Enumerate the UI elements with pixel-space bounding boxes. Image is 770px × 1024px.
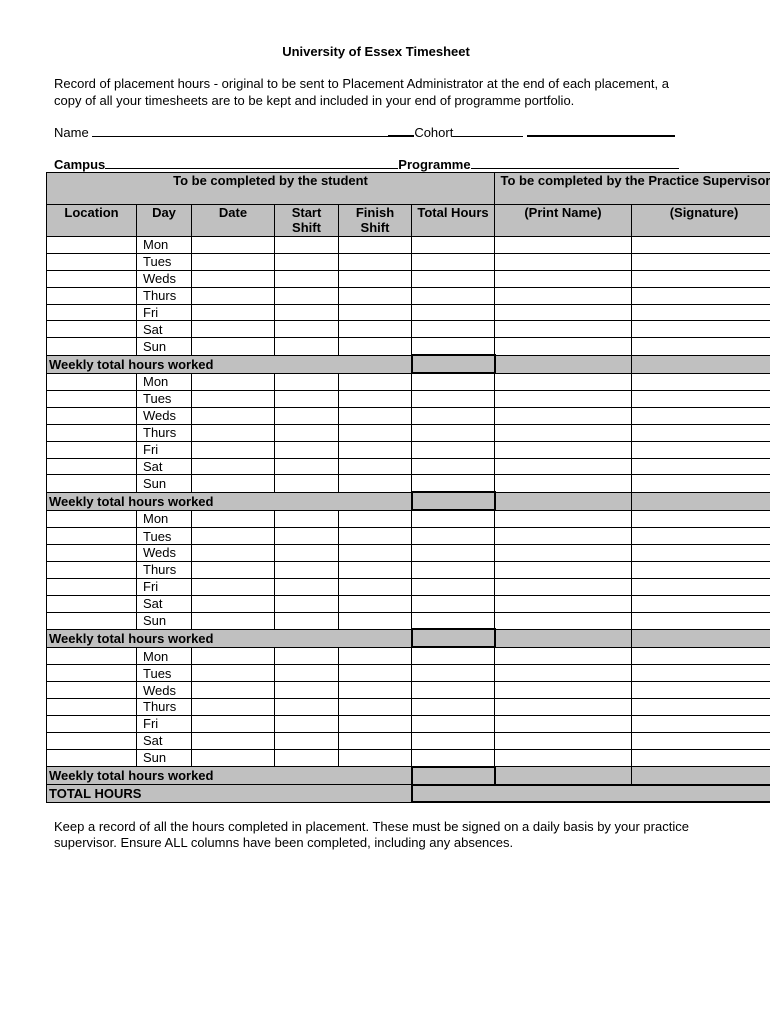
location-cell[interactable] (47, 373, 137, 390)
day-row (47, 391, 770, 408)
date-cell[interactable] (192, 424, 275, 441)
date-cell[interactable] (192, 287, 275, 304)
signature-cell[interactable] (632, 732, 770, 749)
campus-field[interactable] (105, 157, 398, 169)
total-hours-cell[interactable] (412, 595, 495, 612)
weekly-total-print-name (495, 492, 632, 510)
day-cell: Thurs (137, 699, 192, 716)
signature-cell[interactable] (632, 237, 770, 254)
day-cell: Thurs (137, 561, 192, 578)
start-shift-cell[interactable] (275, 665, 339, 682)
date-cell[interactable] (192, 612, 275, 629)
total-hours-cell[interactable] (412, 715, 495, 732)
signature-cell[interactable] (632, 612, 770, 629)
day-row (47, 528, 770, 545)
day-row (47, 545, 770, 562)
day-cell: Weds (137, 682, 192, 699)
day-row (47, 237, 770, 254)
weekly-total-row (47, 355, 770, 373)
print-name-cell[interactable] (495, 287, 632, 304)
day-cell: Sun (137, 338, 192, 355)
start-shift-cell[interactable] (275, 321, 339, 338)
location-cell[interactable] (47, 612, 137, 629)
weekly-total-value[interactable] (412, 767, 495, 785)
day-row (47, 561, 770, 578)
day-cell: Fri (137, 441, 192, 458)
finish-shift-cell[interactable] (339, 338, 412, 355)
date-cell[interactable] (192, 647, 275, 664)
signature-cell[interactable] (632, 528, 770, 545)
intro-text: Record of placement hours - original to be sent to Placement Administrator at the end of each placement, a copy of all your timesheets are to be kept and included in your end of programme portfolio. (54, 76, 669, 108)
total-hours-cell[interactable] (412, 561, 495, 578)
print-name-cell[interactable] (495, 647, 632, 664)
start-shift-cell[interactable] (275, 424, 339, 441)
day-row (47, 612, 770, 629)
timesheet-table (46, 172, 770, 803)
start-shift-cell[interactable] (275, 237, 339, 254)
signature-cell[interactable] (632, 665, 770, 682)
total-hours-cell[interactable] (412, 458, 495, 475)
signature-cell[interactable] (632, 391, 770, 408)
total-hours-cell[interactable] (412, 424, 495, 441)
finish-shift-cell[interactable] (339, 475, 412, 492)
total-hours-cell[interactable] (412, 270, 495, 287)
total-hours-cell[interactable] (412, 510, 495, 527)
finish-shift-cell[interactable] (339, 321, 412, 338)
signature-cell[interactable] (632, 510, 770, 527)
total-hours-cell[interactable] (412, 647, 495, 664)
total-hours-cell[interactable] (412, 665, 495, 682)
weekly-total-value[interactable] (412, 629, 495, 647)
weekly-total-value[interactable] (412, 492, 495, 510)
weekly-total-signature (632, 629, 770, 647)
location-cell[interactable] (47, 475, 137, 492)
day-cell: Sun (137, 612, 192, 629)
day-row (47, 715, 770, 732)
signature-cell[interactable] (632, 270, 770, 287)
location-cell[interactable] (47, 304, 137, 321)
col-start-shift: Start Shift (275, 205, 339, 237)
location-cell[interactable] (47, 321, 137, 338)
signature-cell[interactable] (632, 578, 770, 595)
col-location: Location (47, 205, 137, 237)
print-name-cell[interactable] (495, 391, 632, 408)
signature-cell[interactable] (632, 338, 770, 355)
finish-shift-cell[interactable] (339, 287, 412, 304)
date-cell[interactable] (192, 391, 275, 408)
signature-cell[interactable] (632, 749, 770, 766)
print-name-cell[interactable] (495, 407, 632, 424)
date-cell[interactable] (192, 732, 275, 749)
total-hours-cell[interactable] (412, 612, 495, 629)
total-hours-cell[interactable] (412, 237, 495, 254)
day-row (47, 749, 770, 766)
total-hours-cell[interactable] (412, 321, 495, 338)
location-cell[interactable] (47, 270, 137, 287)
signature-cell[interactable] (632, 699, 770, 716)
print-name-cell[interactable] (495, 338, 632, 355)
print-name-cell[interactable] (495, 237, 632, 254)
location-cell[interactable] (47, 287, 137, 304)
print-name-cell[interactable] (495, 424, 632, 441)
start-shift-cell[interactable] (275, 612, 339, 629)
signature-cell[interactable] (632, 458, 770, 475)
finish-shift-cell[interactable] (339, 373, 412, 390)
finish-shift-cell[interactable] (339, 237, 412, 254)
day-row (47, 699, 770, 716)
date-cell[interactable] (192, 561, 275, 578)
location-cell[interactable] (47, 528, 137, 545)
total-hours-cell[interactable] (412, 441, 495, 458)
day-cell: Sat (137, 595, 192, 612)
day-cell: Fri (137, 304, 192, 321)
date-cell[interactable] (192, 407, 275, 424)
print-name-cell[interactable] (495, 253, 632, 270)
student-section-header: To be completed by the student (47, 173, 495, 205)
day-cell: Sun (137, 475, 192, 492)
start-shift-cell[interactable] (275, 732, 339, 749)
col-finish-shift: Finish Shift (339, 205, 412, 237)
date-cell[interactable] (192, 528, 275, 545)
start-shift-cell[interactable] (275, 545, 339, 562)
signature-cell[interactable] (632, 647, 770, 664)
total-hours-cell[interactable] (412, 682, 495, 699)
start-shift-cell[interactable] (275, 715, 339, 732)
signature-cell[interactable] (632, 715, 770, 732)
day-row (47, 665, 770, 682)
print-name-cell[interactable] (495, 270, 632, 287)
day-cell: Weds (137, 407, 192, 424)
signature-cell[interactable] (632, 475, 770, 492)
date-cell[interactable] (192, 665, 275, 682)
print-name-cell[interactable] (495, 715, 632, 732)
programme-field[interactable] (471, 157, 679, 169)
day-row (47, 647, 770, 664)
start-shift-cell[interactable] (275, 595, 339, 612)
date-cell[interactable] (192, 321, 275, 338)
date-cell[interactable] (192, 237, 275, 254)
start-shift-cell[interactable] (275, 458, 339, 475)
location-cell[interactable] (47, 647, 137, 664)
start-shift-cell[interactable] (275, 682, 339, 699)
print-name-cell[interactable] (495, 561, 632, 578)
print-name-cell[interactable] (495, 321, 632, 338)
weekly-total-label: Weekly total hours worked (47, 629, 412, 647)
location-cell[interactable] (47, 458, 137, 475)
signature-cell[interactable] (632, 424, 770, 441)
date-cell[interactable] (192, 578, 275, 595)
weekly-total-signature (632, 767, 770, 785)
day-row (47, 304, 770, 321)
print-name-cell[interactable] (495, 373, 632, 390)
col-date: Date (192, 205, 275, 237)
location-cell[interactable] (47, 407, 137, 424)
total-hours-cell[interactable] (412, 699, 495, 716)
day-cell: Thurs (137, 424, 192, 441)
location-cell[interactable] (47, 253, 137, 270)
total-hours-cell[interactable] (412, 338, 495, 355)
print-name-cell[interactable] (495, 749, 632, 766)
finish-shift-cell[interactable] (339, 407, 412, 424)
finish-shift-cell[interactable] (339, 561, 412, 578)
day-row (47, 510, 770, 527)
location-cell[interactable] (47, 578, 137, 595)
start-shift-cell[interactable] (275, 270, 339, 287)
date-cell[interactable] (192, 475, 275, 492)
name-field[interactable] (92, 125, 388, 137)
day-cell: Mon (137, 510, 192, 527)
finish-shift-cell[interactable] (339, 612, 412, 629)
date-cell[interactable] (192, 595, 275, 612)
finish-shift-cell[interactable] (339, 304, 412, 321)
signature-cell[interactable] (632, 441, 770, 458)
total-hours-cell[interactable] (412, 545, 495, 562)
start-shift-cell[interactable] (275, 510, 339, 527)
date-cell[interactable] (192, 510, 275, 527)
weekly-total-row (47, 767, 770, 785)
finish-shift-cell[interactable] (339, 441, 412, 458)
finish-shift-cell[interactable] (339, 545, 412, 562)
signature-cell[interactable] (632, 321, 770, 338)
day-cell: Fri (137, 715, 192, 732)
total-hours-cell[interactable] (412, 407, 495, 424)
signature-cell[interactable] (632, 373, 770, 390)
print-name-cell[interactable] (495, 528, 632, 545)
start-shift-cell[interactable] (275, 561, 339, 578)
print-name-cell[interactable] (495, 732, 632, 749)
start-shift-cell[interactable] (275, 578, 339, 595)
date-cell[interactable] (192, 441, 275, 458)
start-shift-cell[interactable] (275, 338, 339, 355)
day-cell: Thurs (137, 287, 192, 304)
day-cell: Weds (137, 270, 192, 287)
location-cell[interactable] (47, 561, 137, 578)
print-name-cell[interactable] (495, 578, 632, 595)
finish-shift-cell[interactable] (339, 749, 412, 766)
finish-shift-cell[interactable] (339, 270, 412, 287)
day-cell: Mon (137, 373, 192, 390)
start-shift-cell[interactable] (275, 304, 339, 321)
date-cell[interactable] (192, 715, 275, 732)
finish-shift-cell[interactable] (339, 424, 412, 441)
day-row (47, 595, 770, 612)
signature-cell[interactable] (632, 595, 770, 612)
date-cell[interactable] (192, 545, 275, 562)
document-title: University of Essex Timesheet (282, 44, 470, 59)
finish-shift-cell[interactable] (339, 510, 412, 527)
start-shift-cell[interactable] (275, 647, 339, 664)
finish-shift-cell[interactable] (339, 528, 412, 545)
start-shift-cell[interactable] (275, 475, 339, 492)
start-shift-cell[interactable] (275, 287, 339, 304)
location-cell[interactable] (47, 424, 137, 441)
name-cohort-line (54, 124, 675, 140)
start-shift-cell[interactable] (275, 699, 339, 716)
location-cell[interactable] (47, 545, 137, 562)
day-cell: Tues (137, 665, 192, 682)
date-cell[interactable] (192, 749, 275, 766)
location-cell[interactable] (47, 732, 137, 749)
day-row (47, 475, 770, 492)
location-cell[interactable] (47, 510, 137, 527)
total-hours-cell[interactable] (412, 287, 495, 304)
signature-cell[interactable] (632, 304, 770, 321)
weekly-total-signature (632, 355, 770, 373)
location-cell[interactable] (47, 338, 137, 355)
total-hours-label: TOTAL HOURS (47, 785, 412, 803)
day-row (47, 338, 770, 355)
signature-cell[interactable] (632, 561, 770, 578)
day-row (47, 458, 770, 475)
finish-shift-cell[interactable] (339, 578, 412, 595)
finish-shift-cell[interactable] (339, 732, 412, 749)
campus-programme-line (54, 157, 679, 172)
day-cell: Mon (137, 647, 192, 664)
day-cell: Sat (137, 732, 192, 749)
location-cell[interactable] (47, 699, 137, 716)
weekly-total-signature (632, 492, 770, 510)
col-total-hours: Total Hours (412, 205, 495, 237)
finish-shift-cell[interactable] (339, 682, 412, 699)
location-cell[interactable] (47, 682, 137, 699)
finish-shift-cell[interactable] (339, 391, 412, 408)
location-cell[interactable] (47, 237, 137, 254)
day-row (47, 682, 770, 699)
total-hours-cell[interactable] (412, 475, 495, 492)
start-shift-cell[interactable] (275, 373, 339, 390)
weekly-total-row (47, 492, 770, 510)
total-hours-value[interactable] (412, 785, 770, 803)
day-row (47, 424, 770, 441)
start-shift-cell[interactable] (275, 407, 339, 424)
signature-cell[interactable] (632, 545, 770, 562)
date-cell[interactable] (192, 338, 275, 355)
weekly-total-print-name (495, 767, 632, 785)
print-name-cell[interactable] (495, 304, 632, 321)
location-cell[interactable] (47, 595, 137, 612)
date-cell[interactable] (192, 682, 275, 699)
day-cell: Mon (137, 237, 192, 254)
weekly-total-label: Weekly total hours worked (47, 767, 412, 785)
day-row (47, 321, 770, 338)
signature-cell[interactable] (632, 407, 770, 424)
day-row (47, 407, 770, 424)
print-name-cell[interactable] (495, 699, 632, 716)
day-cell: Weds (137, 545, 192, 562)
total-hours-cell[interactable] (412, 304, 495, 321)
finish-shift-cell[interactable] (339, 665, 412, 682)
date-cell[interactable] (192, 373, 275, 390)
date-cell[interactable] (192, 270, 275, 287)
footer-note: Keep a record of all the hours completed in placement. These must be signed on a daily basis by your practice supervisor. Ensure ALL columns have been completed, including any absences. (54, 819, 689, 850)
day-row (47, 441, 770, 458)
cohort-field[interactable] (527, 124, 675, 137)
start-shift-cell[interactable] (275, 253, 339, 270)
print-name-cell[interactable] (495, 510, 632, 527)
total-hours-cell[interactable] (412, 528, 495, 545)
day-cell: Tues (137, 528, 192, 545)
col-print-name: (Print Name) (495, 205, 632, 237)
day-row (47, 732, 770, 749)
weekly-total-print-name (495, 629, 632, 647)
day-cell: Sat (137, 321, 192, 338)
finish-shift-cell[interactable] (339, 458, 412, 475)
start-shift-cell[interactable] (275, 528, 339, 545)
weekly-total-label: Weekly total hours worked (47, 355, 412, 373)
programme-label: Programme (398, 157, 471, 172)
total-hours-cell[interactable] (412, 373, 495, 390)
date-cell[interactable] (192, 253, 275, 270)
cohort-label: Cohort (414, 125, 454, 140)
signature-cell[interactable] (632, 682, 770, 699)
day-cell: Tues (137, 391, 192, 408)
day-row (47, 373, 770, 390)
finish-shift-cell[interactable] (339, 647, 412, 664)
print-name-cell[interactable] (495, 458, 632, 475)
print-name-cell[interactable] (495, 545, 632, 562)
campus-label: Campus (54, 157, 106, 172)
location-cell[interactable] (47, 749, 137, 766)
day-cell: Sun (137, 749, 192, 766)
print-name-cell[interactable] (495, 682, 632, 699)
finish-shift-cell[interactable] (339, 595, 412, 612)
col-signature: (Signature) (632, 205, 770, 237)
print-name-cell[interactable] (495, 665, 632, 682)
date-cell[interactable] (192, 458, 275, 475)
location-cell[interactable] (47, 715, 137, 732)
total-hours-cell[interactable] (412, 732, 495, 749)
name-label: Name (54, 125, 89, 140)
print-name-cell[interactable] (495, 612, 632, 629)
start-shift-cell[interactable] (275, 749, 339, 766)
signature-cell[interactable] (632, 287, 770, 304)
finish-shift-cell[interactable] (339, 699, 412, 716)
total-hours-row (47, 785, 770, 803)
location-cell[interactable] (47, 441, 137, 458)
date-cell[interactable] (192, 699, 275, 716)
start-shift-cell[interactable] (275, 391, 339, 408)
location-cell[interactable] (47, 665, 137, 682)
weekly-total-label: Weekly total hours worked (47, 492, 412, 510)
supervisor-section-header: To be completed by the Practice Supervisor (495, 173, 770, 205)
day-row (47, 287, 770, 304)
print-name-cell[interactable] (495, 441, 632, 458)
print-name-cell[interactable] (495, 475, 632, 492)
finish-shift-cell[interactable] (339, 253, 412, 270)
signature-cell[interactable] (632, 253, 770, 270)
weekly-total-row (47, 629, 770, 647)
total-hours-cell[interactable] (412, 578, 495, 595)
start-shift-cell[interactable] (275, 441, 339, 458)
print-name-cell[interactable] (495, 595, 632, 612)
total-hours-cell[interactable] (412, 749, 495, 766)
weekly-total-print-name (495, 355, 632, 373)
location-cell[interactable] (47, 391, 137, 408)
day-row (47, 578, 770, 595)
day-row (47, 270, 770, 287)
day-row (47, 253, 770, 270)
date-cell[interactable] (192, 304, 275, 321)
finish-shift-cell[interactable] (339, 715, 412, 732)
day-cell: Fri (137, 578, 192, 595)
total-hours-cell[interactable] (412, 253, 495, 270)
day-cell: Tues (137, 253, 192, 270)
weekly-total-value[interactable] (412, 355, 495, 373)
col-day: Day (137, 205, 192, 237)
total-hours-cell[interactable] (412, 391, 495, 408)
day-cell: Sat (137, 458, 192, 475)
